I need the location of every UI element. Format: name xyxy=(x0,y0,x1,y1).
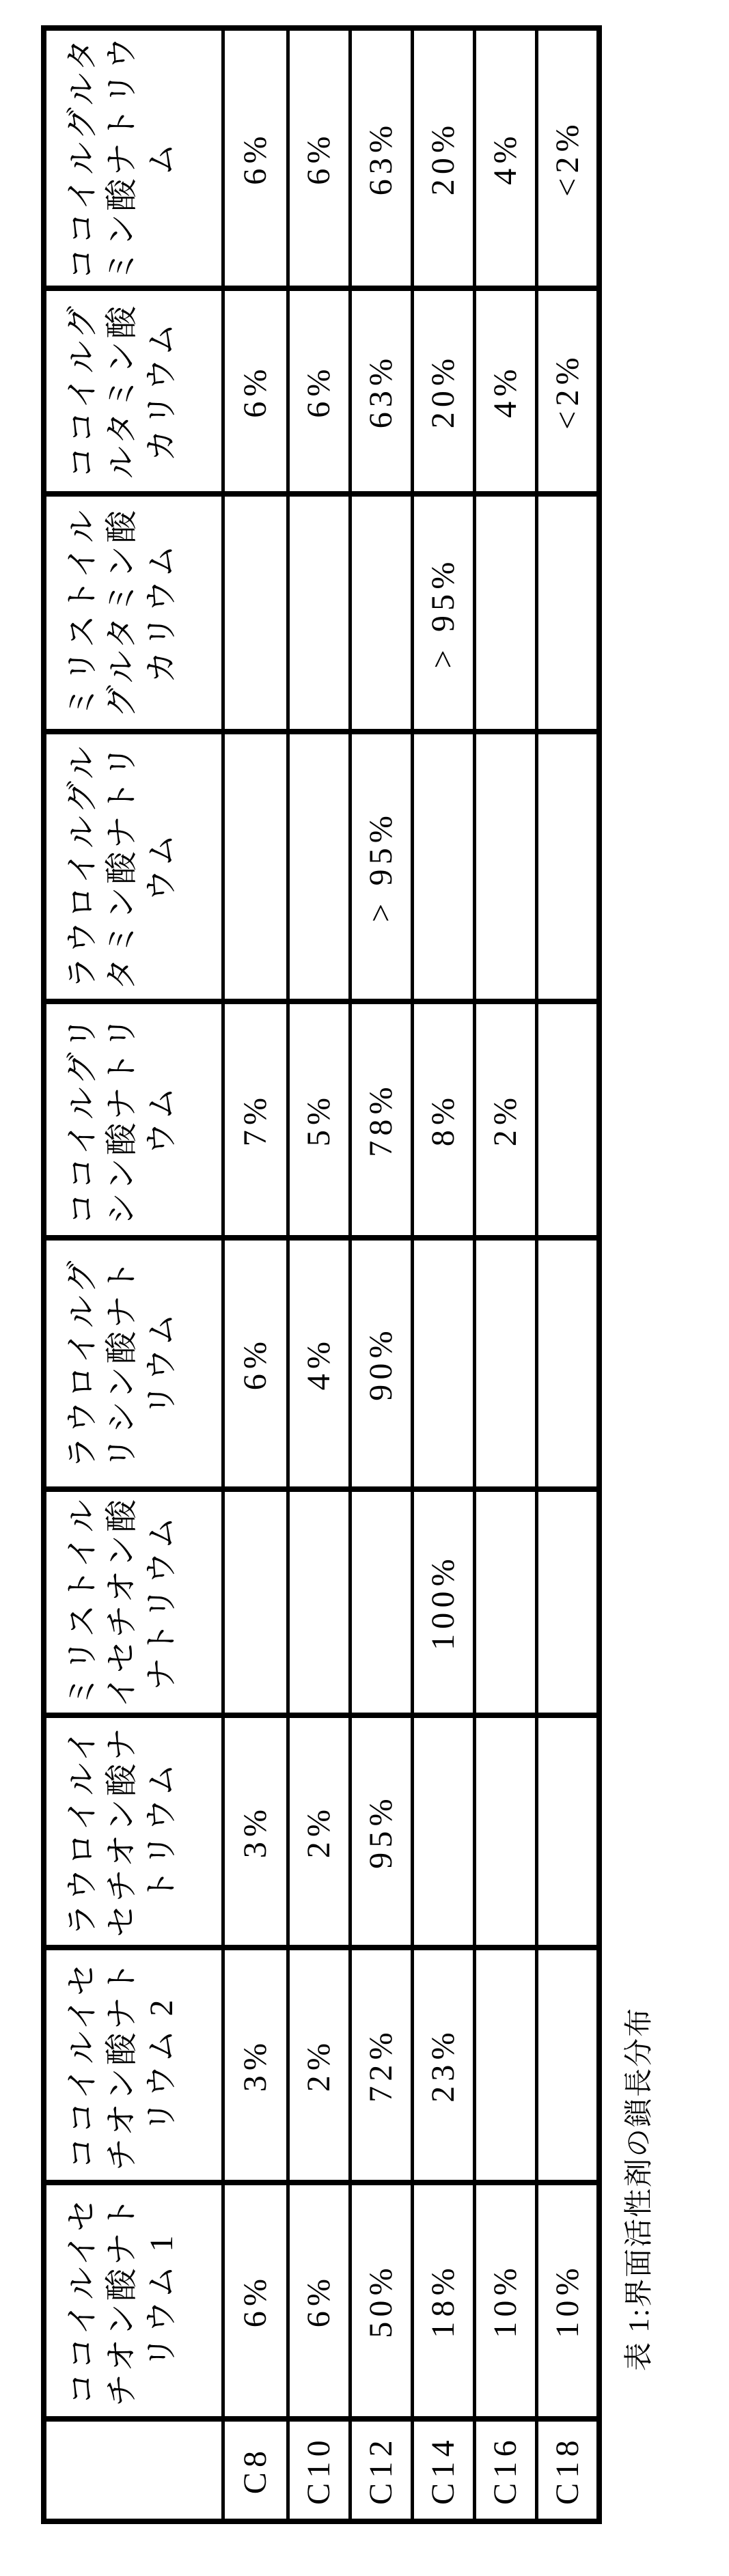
table-cell: <2% xyxy=(536,28,599,288)
table-cell xyxy=(223,494,288,732)
table-cell xyxy=(288,1489,350,1715)
row-label: C14 xyxy=(412,2419,474,2521)
table-cell: 6% xyxy=(223,288,288,494)
table-cell: 78% xyxy=(350,1001,412,1238)
table-cell: 63% xyxy=(350,288,412,494)
table-cell: 50% xyxy=(350,2183,412,2419)
column-header: ラウロイルグルタミン酸ナトリウム xyxy=(44,732,223,1001)
table-cell: 7% xyxy=(223,1001,288,1238)
table-row xyxy=(412,28,474,2521)
row-label: C16 xyxy=(474,2419,536,2521)
table-cell: 4% xyxy=(474,28,536,288)
table-cell xyxy=(223,732,288,1001)
table-cell: 2% xyxy=(288,1715,350,1948)
table-cell xyxy=(536,1948,599,2183)
table-cell: > 95% xyxy=(412,494,474,732)
table-cell: 10% xyxy=(536,2183,599,2419)
table-cell: 23% xyxy=(412,1948,474,2183)
table-cell xyxy=(474,1238,536,1489)
table-cell xyxy=(474,1715,536,1948)
table-cell xyxy=(474,1948,536,2183)
table-row xyxy=(223,28,288,2521)
table-cell: 90% xyxy=(350,1238,412,1489)
table-row xyxy=(474,28,536,2521)
table-cell xyxy=(288,494,350,732)
corner-cell xyxy=(44,2419,223,2521)
table-header-row xyxy=(44,28,223,2521)
table-cell: 6% xyxy=(288,28,350,288)
table-row xyxy=(536,28,599,2521)
table-cell xyxy=(223,1489,288,1715)
table-cell xyxy=(536,732,599,1001)
column-header: ココイルグルタミン酸ナトリウム xyxy=(44,28,223,288)
table-cell xyxy=(474,732,536,1001)
row-label: C12 xyxy=(350,2419,412,2521)
table-cell xyxy=(412,1238,474,1489)
column-header: ココイルグリシン酸ナトリウム xyxy=(44,1001,223,1238)
table-cell xyxy=(536,494,599,732)
column-header: ラウロイルグリシン酸ナトリウム xyxy=(44,1238,223,1489)
table-cell xyxy=(536,1238,599,1489)
table-cell: 3% xyxy=(223,1948,288,2183)
table-cell: 2% xyxy=(474,1001,536,1238)
table-row xyxy=(288,28,350,2521)
table-cell xyxy=(474,494,536,732)
table-cell: 6% xyxy=(223,28,288,288)
table-cell: 20% xyxy=(412,28,474,288)
table-cell: 4% xyxy=(474,288,536,494)
table-cell xyxy=(288,732,350,1001)
table-cell: 10% xyxy=(474,2183,536,2419)
chain-length-distribution-table xyxy=(41,25,602,2524)
table-cell xyxy=(350,1489,412,1715)
table-cell: 3% xyxy=(223,1715,288,1948)
row-label: C8 xyxy=(223,2419,288,2521)
table-cell xyxy=(474,1489,536,1715)
table-cell: 20% xyxy=(412,288,474,494)
table-cell xyxy=(412,732,474,1001)
table-cell xyxy=(536,1001,599,1238)
column-header: ココイルイセチオン酸ナトリウム 2 xyxy=(44,1948,223,2183)
table-cell xyxy=(536,1715,599,1948)
column-header: ラウロイルイセチオン酸ナトリウム xyxy=(44,1715,223,1948)
column-header: ミリストイルイセチオン酸ナトリウム xyxy=(44,1489,223,1715)
row-label: C18 xyxy=(536,2419,599,2521)
table-caption: 表 1:界面活性剤の鎖長分布 xyxy=(624,2006,655,2371)
table-cell: 18% xyxy=(412,2183,474,2419)
table-cell: 100% xyxy=(412,1489,474,1715)
table-cell: 4% xyxy=(288,1238,350,1489)
table-cell: 6% xyxy=(223,2183,288,2419)
table-cell: > 95% xyxy=(350,732,412,1001)
table-cell xyxy=(350,494,412,732)
table-row xyxy=(350,28,412,2521)
table-cell: 6% xyxy=(288,2183,350,2419)
row-label: C10 xyxy=(288,2419,350,2521)
column-header: ココイルグルタミン酸カリウム xyxy=(44,288,223,494)
table-cell: 72% xyxy=(350,1948,412,2183)
table-cell: 5% xyxy=(288,1001,350,1238)
table-cell xyxy=(412,1715,474,1948)
table-cell: 95% xyxy=(350,1715,412,1948)
table-cell: 8% xyxy=(412,1001,474,1238)
column-header: ココイルイセチオン酸ナトリウム 1 xyxy=(44,2183,223,2419)
table-cell: 2% xyxy=(288,1948,350,2183)
column-header: ミリストイルグルタミン酸カリウム xyxy=(44,494,223,732)
table-cell: <2% xyxy=(536,288,599,494)
table-cell xyxy=(536,1489,599,1715)
table-cell: 6% xyxy=(223,1238,288,1489)
table-cell: 6% xyxy=(288,288,350,494)
table-cell: 63% xyxy=(350,28,412,288)
